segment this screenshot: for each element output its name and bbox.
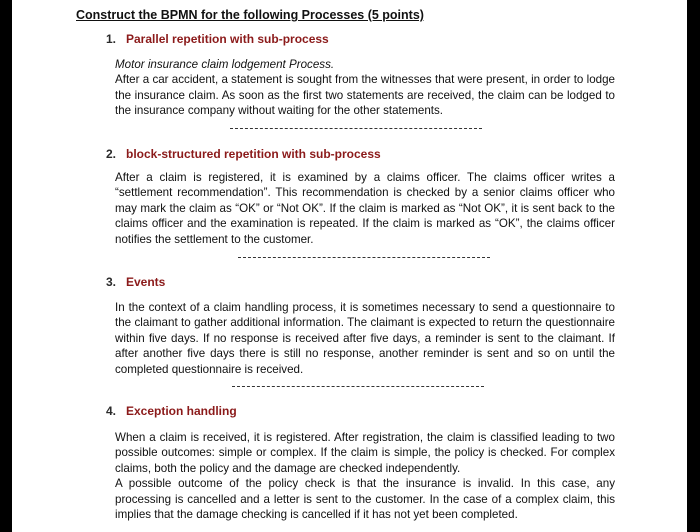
section-3-text: In the context of a claim handling process, it is sometimes necessary to send a questionnaire to the claimant to gather additional information. The claimant is expected to return the questionnaire within five days. If no response is received after five days, a reminder is sent to the claimant. If after another five days there is still no response, another reminder is sent and so on until the completed questionnaire is received. xyxy=(115,301,615,376)
section-divider xyxy=(232,386,484,387)
section-1-subtitle: Motor insurance claim lodgement Process. xyxy=(115,58,335,71)
section-1-text: After a car accident, a statement is sought from the witnesses that were present, in order to lodge the insurance claim. As soon as the first two statements are received, the claim can be lodged to the insurance company without waiting for the other statements. xyxy=(115,73,615,118)
section-2-text: After a claim is registered, it is examined by a claims officer. The claims officer writes a “settlement recommendation”. This recommendation is checked by a senior claims officer who may mark the claim as “OK” or “Not OK”. If the claim is marked as “Not OK”, it is sent back to the claims officer and the examination is repeated. If the claim is marked as “OK”, the claims officer notifies the settlement to the customer. xyxy=(115,171,615,246)
section-3-heading xyxy=(106,275,165,289)
section-2-number: 2. xyxy=(106,147,117,161)
section-2-heading xyxy=(106,147,381,161)
section-1-body xyxy=(115,57,615,119)
section-4-number: 4. xyxy=(106,404,117,418)
section-4-body xyxy=(115,430,615,522)
section-2-body xyxy=(115,170,615,247)
section-1-title: Parallel repetition with sub-process xyxy=(126,32,329,46)
page-title: Construct the BPMN for the following Processes (5 points) xyxy=(76,8,424,22)
section-2-title: block-structured repetition with sub-process xyxy=(126,147,381,161)
section-4-text-2: A possible outcome of the policy check is that the insurance is invalid. In this case, any processing is cancelled and a letter is sent to the customer. In the case of a complex claim, this implies that the damage checking is cancelled if it has not yet been completed. xyxy=(115,477,615,522)
section-3-title: Events xyxy=(126,275,166,289)
section-4-text: When a claim is received, it is registered. After registration, the claim is classified leading to two possible outcomes: simple or complex. If the claim is simple, the policy is checked. For complex claims, both the policy and the damage are checked independently. xyxy=(115,431,615,475)
section-1-number: 1. xyxy=(106,32,117,46)
section-3-body xyxy=(115,300,615,377)
section-divider xyxy=(238,257,490,258)
section-4-heading xyxy=(106,404,237,418)
section-3-number: 3. xyxy=(106,275,117,289)
section-1-heading xyxy=(106,32,329,46)
section-4-title: Exception handling xyxy=(126,404,237,418)
section-divider xyxy=(230,128,482,129)
